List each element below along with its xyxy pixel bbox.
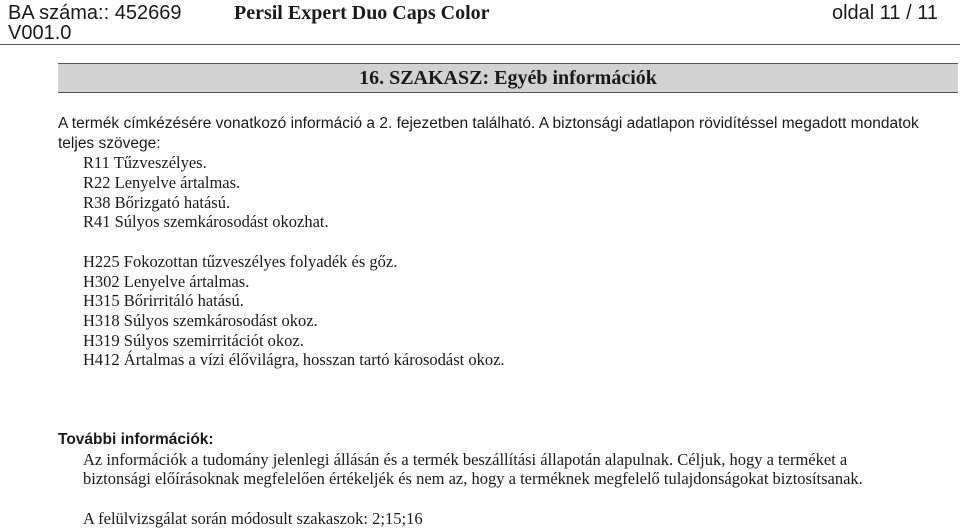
further-info-text-line: biztonsági előírásoknak megfelelően értékeljék és nem az, hogy a terméknek megfelelő tulajdonságokat biztosítsanak. bbox=[83, 469, 863, 488]
page-number: oldal 11 / 11 bbox=[831, 2, 938, 24]
further-info-heading: További információk: bbox=[58, 431, 214, 448]
intro-text-line: teljes szövege: bbox=[58, 135, 161, 152]
h-phrase: H318 Súlyos szemkárosodást okoz. bbox=[83, 311, 318, 330]
intro-text-line: A termék címkézésére vonatkozó információ a 2. fejezetben található. A biztonsági adatlapon rövidítéssel megadott mondatok bbox=[58, 115, 919, 132]
h-phrase: H315 Bőrirritáló hatású. bbox=[83, 291, 244, 310]
r-phrase: R38 Bőrizgató hatású. bbox=[83, 193, 231, 212]
r-phrase: R11 Tűzveszélyes. bbox=[83, 153, 207, 172]
version-number: V001.0 bbox=[8, 22, 72, 44]
ba-number: BA száma:: 452669 bbox=[8, 2, 182, 24]
h-phrase: H225 Fokozottan tűzveszélyes folyadék és gőz. bbox=[83, 252, 398, 271]
page-header bbox=[0, 0, 960, 44]
r-phrase: R22 Lenyelve ártalmas. bbox=[83, 173, 241, 192]
revision-note: A felülvizsgálat során módosult szakaszok: 2;15;16 bbox=[83, 509, 423, 528]
header-divider bbox=[0, 44, 960, 45]
h-phrase: H319 Súlyos szemirritációt okoz. bbox=[83, 331, 304, 350]
section-title: 16. SZAKASZ: Egyéb információk bbox=[58, 63, 958, 93]
h-phrase: H412 Ártalmas a vízi élővilágra, hosszan tartó károsodást okoz. bbox=[83, 350, 505, 369]
r-phrase: R41 Súlyos szemkárosodást okozhat. bbox=[83, 212, 329, 231]
h-phrase: H302 Lenyelve ártalmas. bbox=[83, 272, 250, 291]
product-title: Persil Expert Duo Caps Color bbox=[234, 2, 490, 24]
further-info-text-line: Az információk a tudomány jelenlegi állásán és a termék beszállítási állapotán alapulnak. Céljuk, hogy a terméket a bbox=[83, 450, 848, 469]
